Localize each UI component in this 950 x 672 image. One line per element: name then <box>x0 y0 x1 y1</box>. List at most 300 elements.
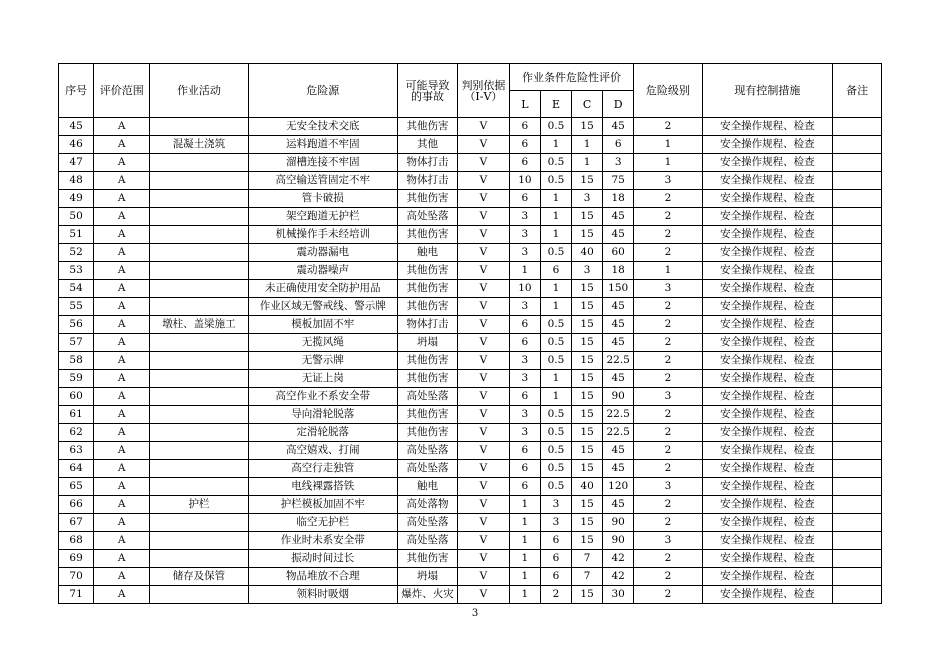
cell-activity <box>150 298 248 316</box>
cell-seq: 71 <box>59 586 94 604</box>
cell-remarks <box>833 532 882 550</box>
cell-hazard: 管卡破损 <box>248 190 397 208</box>
cell-remarks <box>833 496 882 514</box>
cell-level: 2 <box>634 370 702 388</box>
cell-scope: A <box>94 208 150 226</box>
cell-D: 42 <box>603 568 634 586</box>
cell-basis: Ⅴ <box>458 316 510 334</box>
cell-D: 30 <box>603 586 634 604</box>
cell-basis: Ⅴ <box>458 298 510 316</box>
cell-basis: Ⅴ <box>458 190 510 208</box>
cell-C: 3 <box>572 262 603 280</box>
cell-D: 120 <box>603 478 634 496</box>
cell-activity: 储存及保管 <box>150 568 248 586</box>
cell-E: 1 <box>540 226 571 244</box>
table-row <box>59 424 882 442</box>
cell-C: 7 <box>572 550 603 568</box>
cell-seq: 55 <box>59 298 94 316</box>
cell-L: 1 <box>509 550 540 568</box>
cell-hazard: 定滑轮脱落 <box>248 424 397 442</box>
cell-level: 3 <box>634 478 702 496</box>
cell-activity <box>150 262 248 280</box>
cell-measures: 安全操作规程、检查 <box>702 568 833 586</box>
cell-D: 75 <box>603 172 634 190</box>
cell-measures: 安全操作规程、检查 <box>702 208 833 226</box>
cell-L: 10 <box>509 172 540 190</box>
cell-C: 40 <box>572 244 603 262</box>
header-E: E <box>540 91 571 118</box>
cell-D: 18 <box>603 262 634 280</box>
cell-measures: 安全操作规程、检查 <box>702 388 833 406</box>
cell-scope: A <box>94 442 150 460</box>
cell-level: 2 <box>634 496 702 514</box>
cell-basis: Ⅴ <box>458 496 510 514</box>
cell-activity <box>150 586 248 604</box>
cell-activity <box>150 424 248 442</box>
cell-D: 45 <box>603 226 634 244</box>
cell-accident: 其他伤害 <box>397 352 457 370</box>
cell-C: 15 <box>572 316 603 334</box>
cell-scope: A <box>94 586 150 604</box>
table-row <box>59 460 882 478</box>
cell-D: 45 <box>603 208 634 226</box>
cell-level: 2 <box>634 316 702 334</box>
cell-activity <box>150 208 248 226</box>
cell-basis: Ⅴ <box>458 388 510 406</box>
cell-scope: A <box>94 370 150 388</box>
cell-level: 2 <box>634 118 702 136</box>
table-row <box>59 172 882 190</box>
cell-remarks <box>833 118 882 136</box>
cell-hazard: 振动时间过长 <box>248 550 397 568</box>
cell-L: 6 <box>509 154 540 172</box>
cell-remarks <box>833 550 882 568</box>
cell-level: 1 <box>634 154 702 172</box>
cell-remarks <box>833 280 882 298</box>
cell-hazard: 震动器漏电 <box>248 244 397 262</box>
cell-seq: 58 <box>59 352 94 370</box>
cell-seq: 53 <box>59 262 94 280</box>
cell-measures: 安全操作规程、检查 <box>702 442 833 460</box>
table-row <box>59 334 882 352</box>
cell-D: 22.5 <box>603 406 634 424</box>
cell-accident: 高处坠落 <box>397 388 457 406</box>
header-basis-line2: （Ⅰ-Ⅴ） <box>464 89 503 103</box>
table-row <box>59 550 882 568</box>
cell-hazard: 无证上岗 <box>248 370 397 388</box>
cell-basis: Ⅴ <box>458 586 510 604</box>
cell-accident: 爆炸、火灾 <box>397 586 457 604</box>
cell-basis: Ⅴ <box>458 568 510 586</box>
cell-seq: 69 <box>59 550 94 568</box>
cell-C: 40 <box>572 478 603 496</box>
cell-D: 45 <box>603 370 634 388</box>
cell-C: 15 <box>572 172 603 190</box>
header-basis-line1: 判别依据 <box>461 78 506 92</box>
cell-activity <box>150 280 248 298</box>
cell-measures: 安全操作规程、检查 <box>702 334 833 352</box>
cell-measures: 安全操作规程、检查 <box>702 262 833 280</box>
cell-basis: Ⅴ <box>458 226 510 244</box>
cell-scope: A <box>94 244 150 262</box>
cell-C: 7 <box>572 568 603 586</box>
cell-accident: 其他伤害 <box>397 370 457 388</box>
cell-C: 15 <box>572 208 603 226</box>
cell-E: 0.5 <box>540 406 571 424</box>
cell-basis: Ⅴ <box>458 352 510 370</box>
cell-D: 45 <box>603 118 634 136</box>
cell-E: 0.5 <box>540 478 571 496</box>
cell-hazard: 高空作业不系安全带 <box>248 388 397 406</box>
cell-activity <box>150 514 248 532</box>
cell-activity: 墩柱、盖梁施工 <box>150 316 248 334</box>
table-row <box>59 316 882 334</box>
cell-level: 2 <box>634 406 702 424</box>
cell-measures: 安全操作规程、检查 <box>702 424 833 442</box>
cell-level: 2 <box>634 208 702 226</box>
cell-D: 90 <box>603 388 634 406</box>
page-number: 3 <box>471 608 479 619</box>
cell-L: 3 <box>509 352 540 370</box>
cell-measures: 安全操作规程、检查 <box>702 172 833 190</box>
cell-seq: 70 <box>59 568 94 586</box>
table-row <box>59 406 882 424</box>
header-C: C <box>572 91 603 118</box>
cell-hazard: 模板加固不牢 <box>248 316 397 334</box>
cell-hazard: 高空输送管固定不牢 <box>248 172 397 190</box>
cell-accident: 其他伤害 <box>397 118 457 136</box>
cell-L: 3 <box>509 424 540 442</box>
header-basis <box>458 64 510 118</box>
cell-basis: Ⅴ <box>458 172 510 190</box>
cell-measures: 安全操作规程、检查 <box>702 190 833 208</box>
cell-hazard: 高空嬉戏、打闹 <box>248 442 397 460</box>
cell-C: 15 <box>572 352 603 370</box>
cell-hazard: 领料时吸烟 <box>248 586 397 604</box>
cell-C: 15 <box>572 532 603 550</box>
cell-remarks <box>833 334 882 352</box>
cell-E: 1 <box>540 280 571 298</box>
cell-C: 15 <box>572 496 603 514</box>
cell-activity <box>150 154 248 172</box>
cell-hazard: 护栏模板加固不牢 <box>248 496 397 514</box>
cell-hazard: 无警示牌 <box>248 352 397 370</box>
cell-E: 6 <box>540 550 571 568</box>
header-accident-line1: 可能导致 <box>405 78 450 92</box>
cell-accident: 物体打击 <box>397 154 457 172</box>
cell-L: 3 <box>509 244 540 262</box>
cell-accident: 高处坠落 <box>397 442 457 460</box>
cell-E: 0.5 <box>540 154 571 172</box>
cell-C: 15 <box>572 334 603 352</box>
header-L: L <box>509 91 540 118</box>
table-row <box>59 154 882 172</box>
cell-basis: Ⅴ <box>458 478 510 496</box>
cell-L: 6 <box>509 316 540 334</box>
table-row <box>59 586 882 604</box>
cell-D: 22.5 <box>603 352 634 370</box>
cell-hazard: 未正确使用安全防护用品 <box>248 280 397 298</box>
cell-seq: 64 <box>59 460 94 478</box>
cell-C: 15 <box>572 298 603 316</box>
cell-L: 6 <box>509 460 540 478</box>
cell-basis: Ⅴ <box>458 532 510 550</box>
cell-basis: Ⅴ <box>458 442 510 460</box>
table-body <box>59 118 882 604</box>
cell-activity <box>150 442 248 460</box>
header-D: D <box>603 91 634 118</box>
cell-seq: 65 <box>59 478 94 496</box>
header-measures: 现有控制措施 <box>702 64 833 118</box>
cell-basis: Ⅴ <box>458 262 510 280</box>
cell-measures: 安全操作规程、检查 <box>702 244 833 262</box>
cell-activity <box>150 334 248 352</box>
cell-seq: 60 <box>59 388 94 406</box>
table-row <box>59 352 882 370</box>
cell-C: 15 <box>572 406 603 424</box>
cell-activity <box>150 190 248 208</box>
cell-level: 2 <box>634 514 702 532</box>
cell-activity <box>150 550 248 568</box>
cell-activity <box>150 244 248 262</box>
cell-seq: 46 <box>59 136 94 154</box>
cell-level: 2 <box>634 424 702 442</box>
cell-D: 42 <box>603 550 634 568</box>
cell-D: 150 <box>603 280 634 298</box>
cell-measures: 安全操作规程、检查 <box>702 550 833 568</box>
cell-accident: 高处坠落 <box>397 208 457 226</box>
table-row <box>59 136 882 154</box>
cell-L: 3 <box>509 226 540 244</box>
header-scope: 评价范围 <box>94 64 150 118</box>
cell-level: 2 <box>634 586 702 604</box>
cell-measures: 安全操作规程、检查 <box>702 298 833 316</box>
table-row <box>59 226 882 244</box>
cell-accident: 其他伤害 <box>397 280 457 298</box>
cell-L: 3 <box>509 370 540 388</box>
cell-seq: 48 <box>59 172 94 190</box>
cell-measures: 安全操作规程、检查 <box>702 514 833 532</box>
cell-basis: Ⅴ <box>458 154 510 172</box>
cell-seq: 57 <box>59 334 94 352</box>
cell-accident: 其他伤害 <box>397 298 457 316</box>
cell-remarks <box>833 262 882 280</box>
cell-seq: 49 <box>59 190 94 208</box>
cell-scope: A <box>94 532 150 550</box>
cell-L: 6 <box>509 442 540 460</box>
cell-measures: 安全操作规程、检查 <box>702 478 833 496</box>
cell-scope: A <box>94 226 150 244</box>
cell-measures: 安全操作规程、检查 <box>702 406 833 424</box>
cell-L: 6 <box>509 118 540 136</box>
cell-D: 60 <box>603 244 634 262</box>
table-row <box>59 568 882 586</box>
cell-accident: 其他伤害 <box>397 190 457 208</box>
cell-remarks <box>833 442 882 460</box>
cell-E: 1 <box>540 136 571 154</box>
cell-E: 0.5 <box>540 316 571 334</box>
cell-accident: 其他伤害 <box>397 406 457 424</box>
cell-accident: 其他伤害 <box>397 550 457 568</box>
cell-E: 1 <box>540 190 571 208</box>
cell-scope: A <box>94 154 150 172</box>
table-row <box>59 190 882 208</box>
cell-C: 15 <box>572 514 603 532</box>
cell-D: 3 <box>603 154 634 172</box>
cell-remarks <box>833 586 882 604</box>
cell-scope: A <box>94 496 150 514</box>
cell-level: 3 <box>634 172 702 190</box>
cell-remarks <box>833 478 882 496</box>
table-row <box>59 478 882 496</box>
cell-E: 6 <box>540 568 571 586</box>
cell-L: 1 <box>509 586 540 604</box>
cell-remarks <box>833 154 882 172</box>
cell-level: 3 <box>634 532 702 550</box>
cell-L: 1 <box>509 532 540 550</box>
cell-scope: A <box>94 316 150 334</box>
cell-hazard: 作业时未系安全带 <box>248 532 397 550</box>
cell-level: 2 <box>634 244 702 262</box>
cell-basis: Ⅴ <box>458 280 510 298</box>
cell-hazard: 架空跑道无护栏 <box>248 208 397 226</box>
cell-activity <box>150 352 248 370</box>
cell-level: 2 <box>634 190 702 208</box>
cell-L: 1 <box>509 514 540 532</box>
cell-measures: 安全操作规程、检查 <box>702 370 833 388</box>
cell-accident: 高处落物 <box>397 496 457 514</box>
table-row <box>59 496 882 514</box>
cell-measures: 安全操作规程、检查 <box>702 352 833 370</box>
cell-level: 2 <box>634 226 702 244</box>
cell-D: 18 <box>603 190 634 208</box>
cell-seq: 68 <box>59 532 94 550</box>
cell-basis: Ⅴ <box>458 514 510 532</box>
cell-scope: A <box>94 568 150 586</box>
cell-activity <box>150 532 248 550</box>
cell-remarks <box>833 568 882 586</box>
cell-level: 2 <box>634 550 702 568</box>
cell-C: 15 <box>572 226 603 244</box>
cell-measures: 安全操作规程、检查 <box>702 316 833 334</box>
cell-scope: A <box>94 136 150 154</box>
cell-measures: 安全操作规程、检查 <box>702 460 833 478</box>
cell-hazard: 无安全技术交底 <box>248 118 397 136</box>
cell-accident: 高处坠落 <box>397 532 457 550</box>
cell-E: 0.5 <box>540 244 571 262</box>
table-row <box>59 514 882 532</box>
cell-basis: Ⅴ <box>458 208 510 226</box>
cell-hazard: 电线裸露搭铁 <box>248 478 397 496</box>
cell-basis: Ⅴ <box>458 406 510 424</box>
cell-level: 2 <box>634 568 702 586</box>
cell-L: 6 <box>509 190 540 208</box>
cell-seq: 63 <box>59 442 94 460</box>
cell-remarks <box>833 514 882 532</box>
cell-L: 6 <box>509 478 540 496</box>
cell-E: 3 <box>540 514 571 532</box>
cell-level: 2 <box>634 460 702 478</box>
cell-activity: 混凝土浇筑 <box>150 136 248 154</box>
cell-C: 15 <box>572 442 603 460</box>
cell-scope: A <box>94 280 150 298</box>
cell-E: 1 <box>540 208 571 226</box>
cell-E: 1 <box>540 370 571 388</box>
cell-scope: A <box>94 190 150 208</box>
cell-measures: 安全操作规程、检查 <box>702 226 833 244</box>
cell-remarks <box>833 352 882 370</box>
cell-C: 15 <box>572 388 603 406</box>
cell-level: 2 <box>634 298 702 316</box>
cell-measures: 安全操作规程、检查 <box>702 280 833 298</box>
cell-measures: 安全操作规程、检查 <box>702 532 833 550</box>
cell-level: 2 <box>634 442 702 460</box>
table-row <box>59 532 882 550</box>
cell-D: 45 <box>603 496 634 514</box>
cell-scope: A <box>94 388 150 406</box>
cell-activity <box>150 370 248 388</box>
cell-hazard: 机械操作手未经培训 <box>248 226 397 244</box>
cell-activity <box>150 478 248 496</box>
table-row <box>59 262 882 280</box>
cell-C: 15 <box>572 586 603 604</box>
cell-remarks <box>833 226 882 244</box>
cell-E: 2 <box>540 586 571 604</box>
cell-level: 1 <box>634 262 702 280</box>
cell-D: 45 <box>603 442 634 460</box>
cell-scope: A <box>94 262 150 280</box>
cell-scope: A <box>94 424 150 442</box>
cell-remarks <box>833 424 882 442</box>
cell-accident: 触电 <box>397 478 457 496</box>
cell-C: 3 <box>572 190 603 208</box>
cell-hazard: 导向滑轮脱落 <box>248 406 397 424</box>
table-row <box>59 370 882 388</box>
cell-E: 0.5 <box>540 424 571 442</box>
cell-level: 2 <box>634 352 702 370</box>
cell-activity <box>150 388 248 406</box>
cell-E: 0.5 <box>540 352 571 370</box>
cell-activity <box>150 172 248 190</box>
cell-hazard: 临空无护栏 <box>248 514 397 532</box>
cell-accident: 高处坠落 <box>397 460 457 478</box>
cell-C: 1 <box>572 154 603 172</box>
cell-seq: 67 <box>59 514 94 532</box>
cell-hazard: 运料跑道不牢固 <box>248 136 397 154</box>
cell-accident: 物体打击 <box>397 316 457 334</box>
cell-measures: 安全操作规程、检查 <box>702 118 833 136</box>
cell-E: 3 <box>540 496 571 514</box>
cell-remarks <box>833 208 882 226</box>
cell-level: 3 <box>634 388 702 406</box>
header-evaluation: 作业条件危险性评价 <box>509 64 633 91</box>
cell-L: 1 <box>509 262 540 280</box>
cell-basis: Ⅴ <box>458 118 510 136</box>
cell-E: 1 <box>540 388 571 406</box>
cell-L: 6 <box>509 334 540 352</box>
cell-L: 3 <box>509 298 540 316</box>
cell-remarks <box>833 298 882 316</box>
cell-D: 6 <box>603 136 634 154</box>
cell-D: 45 <box>603 460 634 478</box>
cell-scope: A <box>94 406 150 424</box>
cell-basis: Ⅴ <box>458 370 510 388</box>
cell-D: 90 <box>603 532 634 550</box>
cell-level: 2 <box>634 334 702 352</box>
cell-remarks <box>833 172 882 190</box>
cell-D: 45 <box>603 298 634 316</box>
cell-D: 45 <box>603 316 634 334</box>
